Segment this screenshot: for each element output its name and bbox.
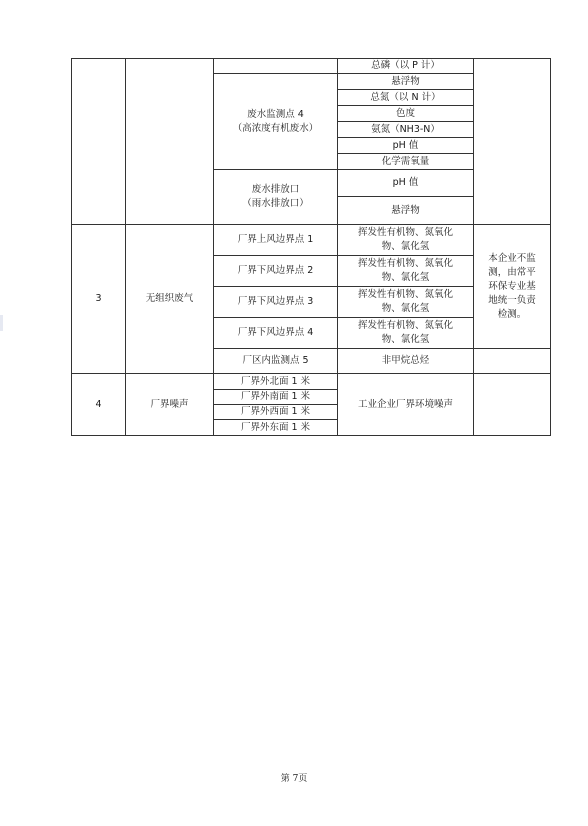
table-row bbox=[72, 59, 551, 74]
section4-note-cell bbox=[474, 374, 551, 436]
section2-category-cell bbox=[126, 59, 214, 225]
section2-number-cell bbox=[72, 59, 126, 225]
param-cell: 悬浮物 bbox=[338, 197, 474, 225]
param-cell: 挥发性有机物、氮氧化 物、氯化氢 bbox=[338, 256, 474, 287]
section3-number-cell: 3 bbox=[72, 225, 126, 374]
point-cell: 厂界外东面 1 米 bbox=[214, 420, 338, 436]
section4-number-cell: 4 bbox=[72, 374, 126, 436]
point-cell: 厂界下风边界点 3 bbox=[214, 287, 338, 318]
param-cell: 挥发性有机物、氮氧化 物、氯化氢 bbox=[338, 318, 474, 349]
param-cell: pH 值 bbox=[338, 138, 474, 154]
param-cell: 悬浮物 bbox=[338, 74, 474, 90]
param-cell: 氨氮（NH3-N） bbox=[338, 122, 474, 138]
table-row bbox=[72, 374, 551, 390]
param-cell: 总氮（以 N 计） bbox=[338, 90, 474, 106]
param-cell: 总磷（以 P 计） bbox=[338, 59, 474, 74]
section3-blank-note-cell bbox=[474, 349, 551, 374]
param-cell: 挥发性有机物、氮氧化 物、氯化氢 bbox=[338, 225, 474, 256]
point-cell-wastewater-4: 废水监测点 4 （高浓度有机废水） bbox=[214, 74, 338, 170]
scan-edge-mark bbox=[0, 315, 3, 331]
point-cell: 厂界外南面 1 米 bbox=[214, 390, 338, 405]
point-cell: 厂界外北面 1 米 bbox=[214, 374, 338, 390]
monitoring-table bbox=[71, 58, 551, 436]
point-cell: 厂区内监测点 5 bbox=[214, 349, 338, 374]
param-cell: 色度 bbox=[338, 106, 474, 122]
section2-note-cell bbox=[474, 59, 551, 225]
param-cell: 化学需氧量 bbox=[338, 154, 474, 170]
param-cell: 非甲烷总烃 bbox=[338, 349, 474, 374]
point-cell: 厂界外西面 1 米 bbox=[214, 405, 338, 420]
section4-category-cell: 厂界噪声 bbox=[126, 374, 214, 436]
param-cell: pH 值 bbox=[338, 170, 474, 197]
point-cell-wastewater-outlet: 废水排放口 （雨水排放口） bbox=[214, 170, 338, 225]
section3-note-cell: 本企业不监 测，由常平 环保专业基 地统一负责 检测。 bbox=[474, 225, 551, 349]
page-number: 第 7页 bbox=[280, 774, 308, 784]
param-cell: 挥发性有机物、氮氧化 物、氯化氢 bbox=[338, 287, 474, 318]
table-row bbox=[72, 225, 551, 256]
param-cell: 工业企业厂界环境噪声 bbox=[338, 374, 474, 436]
section3-category-cell: 无组织废气 bbox=[126, 225, 214, 374]
point-cell: 厂界上风边界点 1 bbox=[214, 225, 338, 256]
point-cell: 厂界下风边界点 2 bbox=[214, 256, 338, 287]
section2-upper-point-cell bbox=[214, 59, 338, 74]
point-cell: 厂界下风边界点 4 bbox=[214, 318, 338, 349]
